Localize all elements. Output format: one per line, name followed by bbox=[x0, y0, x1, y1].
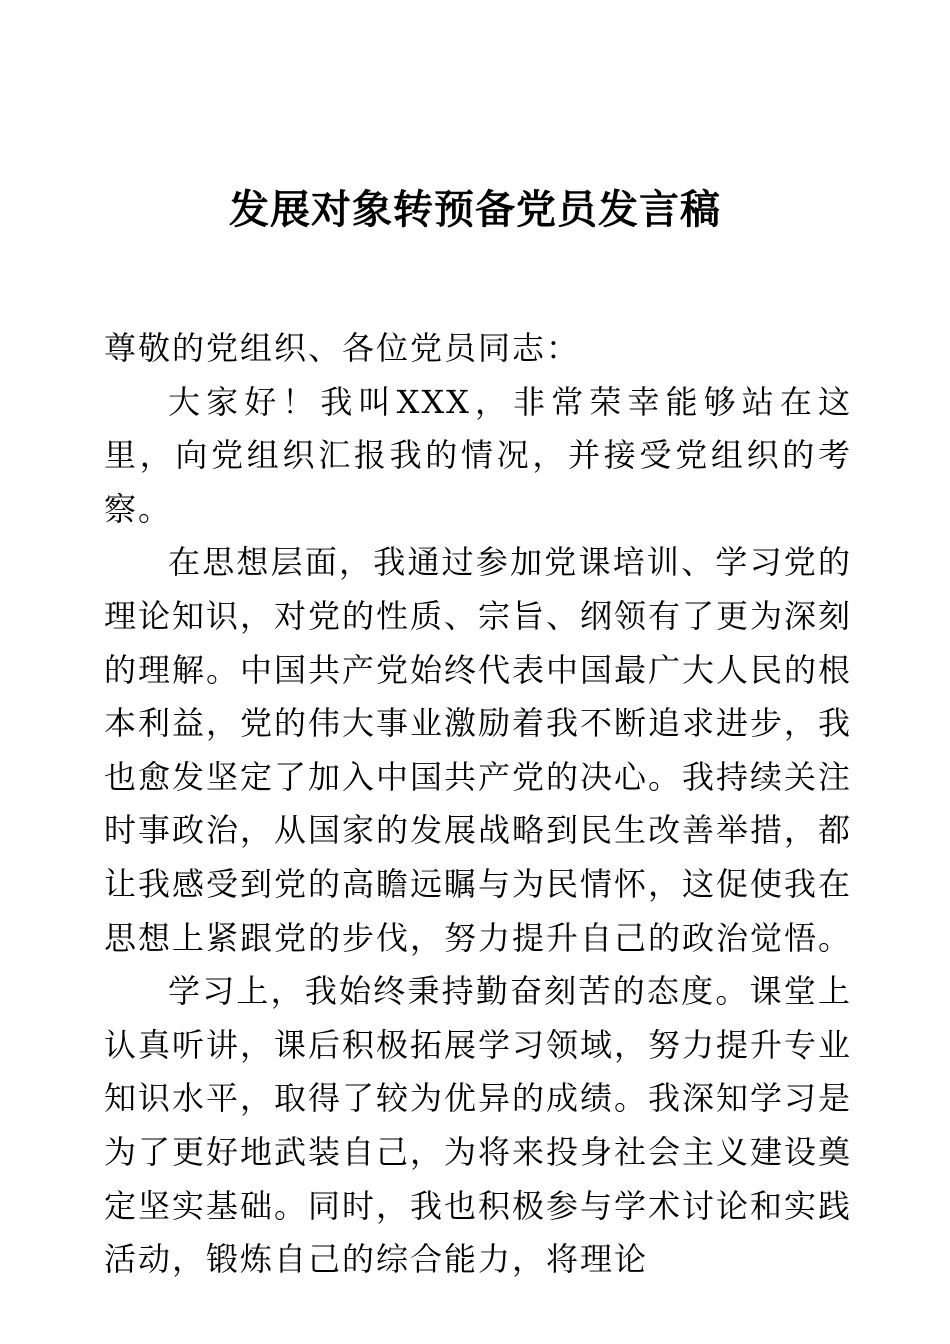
paragraph-ideology: 在思想层面，我通过参加党课培训、学习党的理论知识，对党的性质、宗旨、纲领有了更为深刻的理解。中国共产党始终代表中国最广大人民的根本利益，党的伟大事业激励着我不断追求进步，我也愈发坚定了加入中国共产党的决心。我持续关注时事政治，从国家的发展战略到民生改善举措，都让我感受到党的高瞻远瞩与为民情怀，这促使我在思想上紧跟党的步伐，努力提升自己的政治觉悟。 bbox=[104, 543, 853, 957]
paragraph-greeting: 大家好！我叫XXX，非常荣幸能够站在这里，向党组织汇报我的情况，并接受党组织的考察。 bbox=[104, 382, 852, 528]
salutation: 尊敬的党组织、各位党员同志： bbox=[104, 329, 581, 367]
document-body bbox=[104, 322, 852, 1287]
paragraph-study: 学习上，我始终秉持勤奋刻苦的态度。课堂上认真听讲，课后积极拓展学习领域，努力提升专业知识水平，取得了较为优异的成绩。我深知学习是为了更好地武装自己，为将来投身社会主义建设奠定坚实基础。同时，我也积极参与学术讨论和实践活动，锻炼自己的综合能力，将理论 bbox=[104, 972, 853, 1279]
document-title: 发展对象转预备党员发言稿 bbox=[229, 186, 721, 233]
